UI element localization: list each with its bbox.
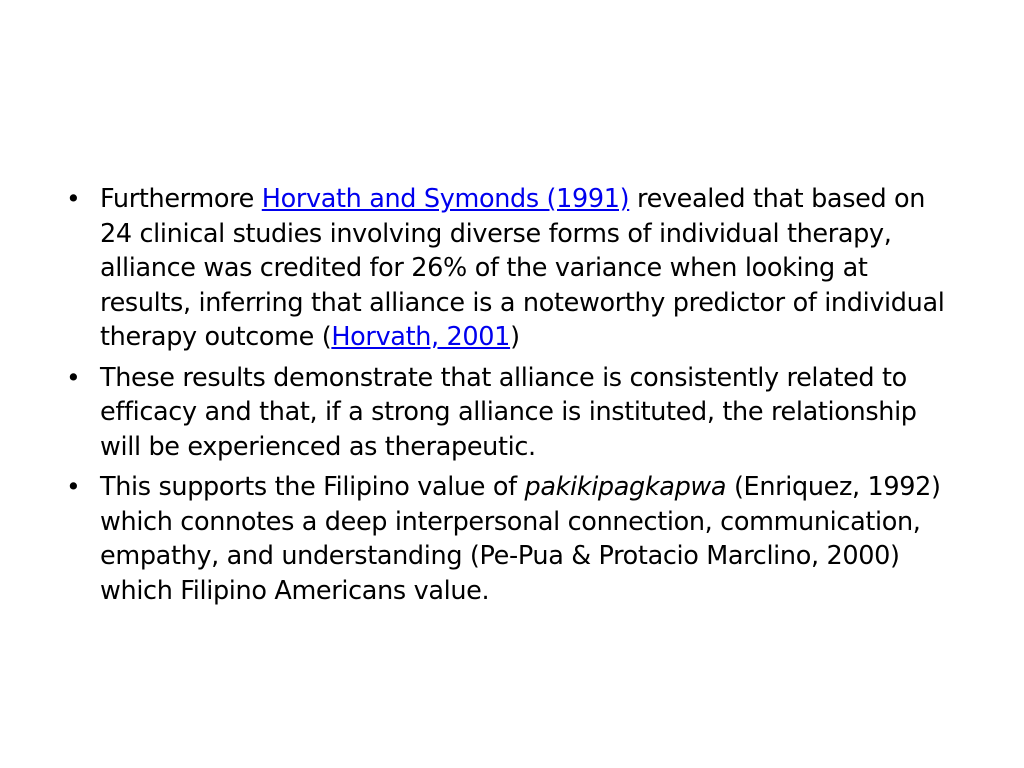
bullet-item-horvath-symonds	[62, 182, 962, 355]
pakikipagkapwa-term: pakikipagkapwa	[524, 472, 727, 502]
bullet-icon: •	[66, 472, 81, 501]
slide-body	[62, 182, 962, 614]
horvath-symonds-1991-link[interactable]: Horvath and Symonds (1991)	[261, 184, 630, 214]
bullet-text: These results demonstrate that alliance is consistently related to efficacy and that, if a strong alliance is instituted, the relationship will be experienced as therapeutic.	[100, 362, 917, 462]
bullet-text-end: )	[510, 322, 520, 352]
bullet-item-results	[62, 361, 962, 465]
bullet-icon: •	[66, 362, 81, 392]
bullet-item-filipino-value	[62, 470, 962, 608]
bullet-list	[62, 182, 962, 608]
bullet-text-rest: (Enriquez, 1992) which connotes a deep interpersonal connection, communication, empathy, and understanding (Pe-Pua & Protacio Marclino, 2000) which Filipino Americans value.	[100, 472, 941, 606]
bullet-text-intro: This supports the Filipino value of	[100, 472, 525, 502]
horvath-2001-link[interactable]: Horvath, 2001	[331, 322, 511, 352]
bullet-icon: •	[66, 184, 81, 213]
bullet-text-body: revealed that based on 24 clinical studies involving diverse forms of individual therapy, alliance was credited for 26% of the variance when looking at results, inferring that alliance is a noteworthy predictor of individual therapy outcome (	[100, 184, 945, 352]
bullet-text-intro: Furthermore	[100, 184, 262, 214]
